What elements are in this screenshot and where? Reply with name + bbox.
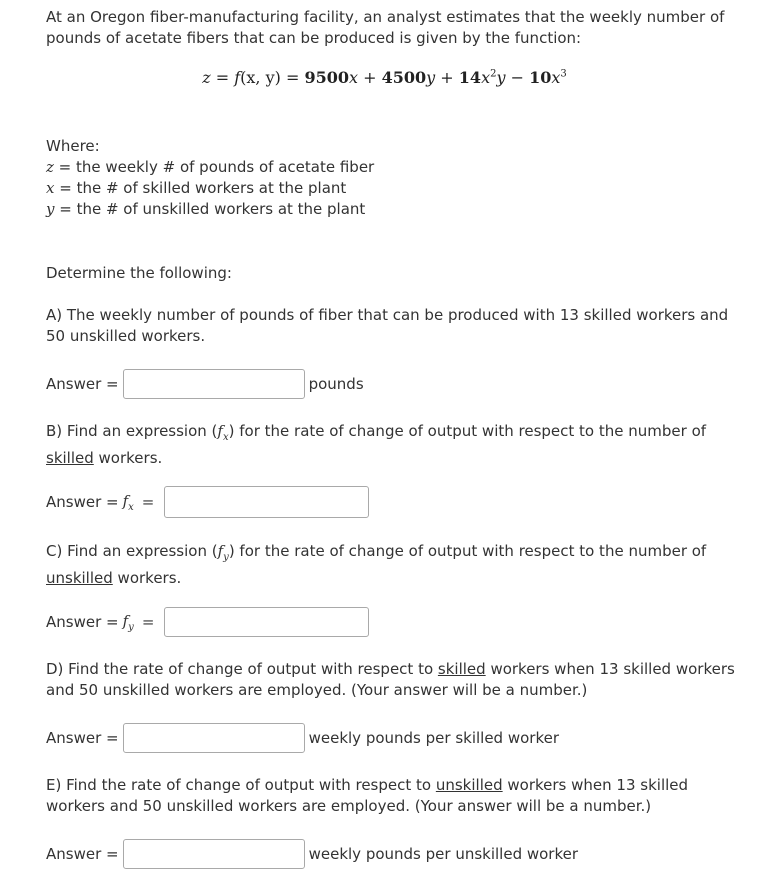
- answer-e-input[interactable]: [123, 839, 305, 869]
- answer-c-row: [46, 606, 369, 638]
- answer-b-label: Answer =: [46, 493, 119, 511]
- answer-c-label: Answer =: [46, 613, 119, 631]
- question-c-text: C) Find an expression $(f_y)$ for the rate of change of output with respect to the number of unskilled workers.: [46, 542, 707, 587]
- where-line-x: x = the # of skilled workers at the plant: [46, 179, 347, 197]
- answer-e-label: Answer =: [46, 845, 119, 863]
- question-b-text: B) Find an expression $(f_x)$ for the rate of change of output with respect to the number of skilled workers.: [46, 422, 707, 467]
- answer-a-unit: pounds: [308, 375, 364, 393]
- question-d-text: D) Find the rate of change of output with respect to skilled workers when 13 skilled workers and 50 unskilled workers are employed. (Your answer will be a number.): [46, 660, 735, 699]
- answer-b-equals: =: [141, 493, 155, 511]
- answer-a-row: [46, 368, 364, 400]
- where-line-y: y = the # of unskilled workers at the plant: [46, 200, 366, 218]
- answer-b-fn: $f_x$: [122, 491, 134, 513]
- answer-b-row: [46, 486, 369, 518]
- answer-d-label: Answer =: [46, 729, 119, 747]
- answer-a-label: Answer =: [46, 375, 119, 393]
- determine-heading: Determine the following:: [46, 264, 232, 282]
- where-heading: Where:: [46, 137, 100, 155]
- answer-c-equals: =: [141, 613, 155, 631]
- answer-c-fn: $f_y$: [122, 611, 134, 633]
- answer-b-input[interactable]: [164, 486, 369, 518]
- intro-text: At an Oregon fiber-manufacturing facility, an analyst estimates that the weekly number of pounds of acetate fibers that can be produced is given by the function:: [46, 8, 725, 47]
- question-a-text: A) The weekly number of pounds of fiber that can be produced with 13 skilled workers and 50 unskilled workers.: [46, 306, 729, 345]
- production-formula: z = f(x, $y) = 9500x + 4500y + 14x^2y - 10x^3$: [202, 68, 567, 87]
- answer-c-input[interactable]: [164, 607, 369, 637]
- answer-a-input[interactable]: [123, 369, 305, 399]
- question-e-text: E) Find the rate of change of output with respect to unskilled workers when 13 skilled workers and 50 unskilled workers are employed. (Your answer will be a number.): [46, 776, 689, 815]
- answer-e-unit: weekly pounds per unskilled worker: [308, 845, 579, 863]
- answer-d-input[interactable]: [123, 723, 305, 753]
- answer-e-row: [46, 838, 578, 870]
- where-line-z: z = the weekly # of pounds of acetate fiber: [46, 158, 375, 176]
- answer-d-unit: weekly pounds per skilled worker: [308, 729, 560, 747]
- answer-d-row: [46, 722, 559, 754]
